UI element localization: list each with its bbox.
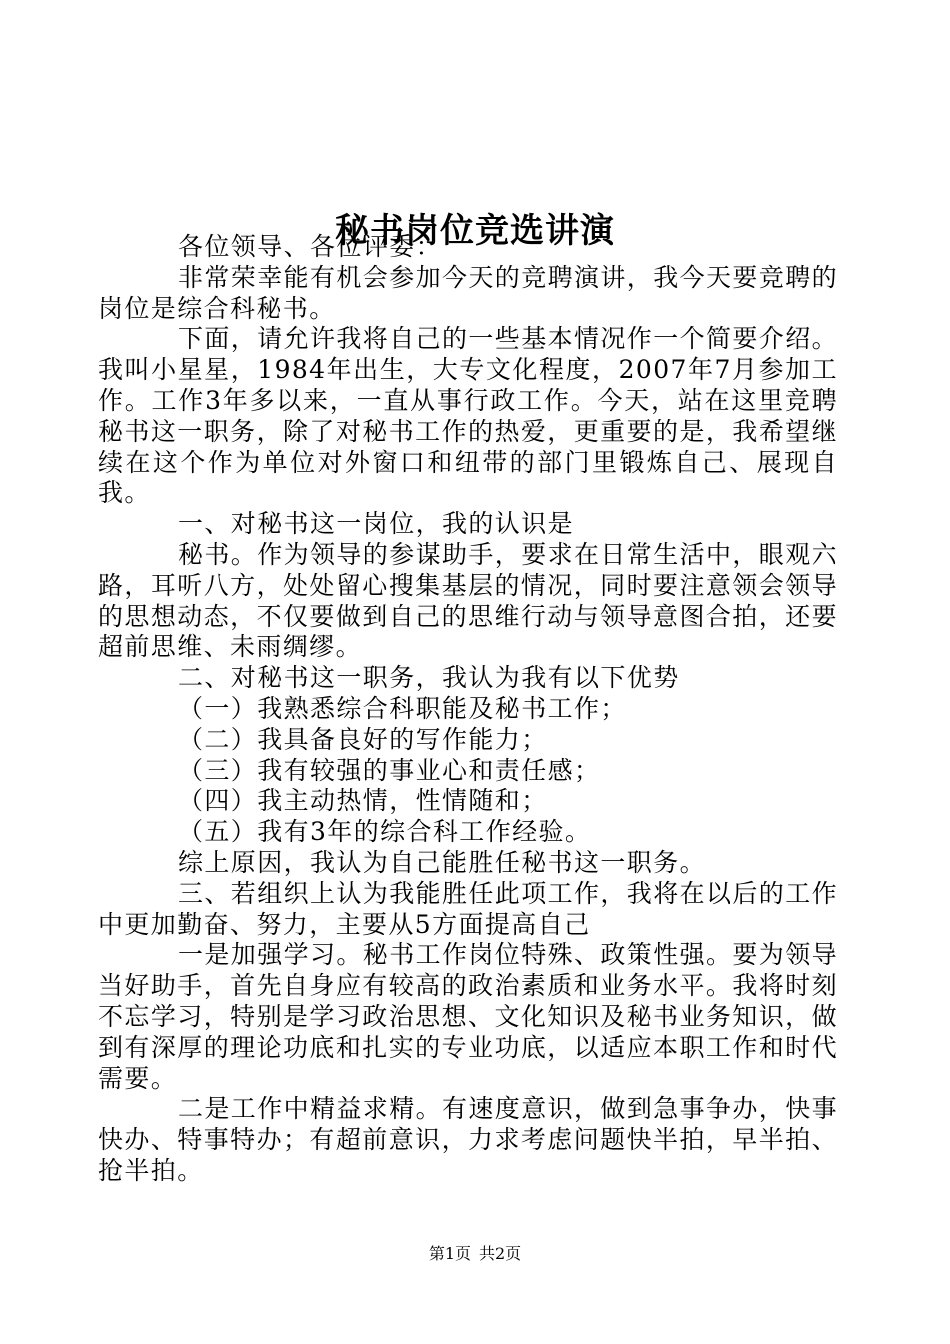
document-body <box>98 232 838 1187</box>
salutation-paragraph: 各位领导、各位评委： <box>178 232 443 261</box>
section-three-heading: 三、若组织上认为我能胜任此项工作，我将在以后的工作中更加勤奋、努力，主要从5方面提高自己 <box>98 878 839 939</box>
improvement-one-paragraph: 一是加强学习。秘书工作岗位特殊、政策性强。要为领导当好助手，首先自身应有较高的政治素质和业务水平。我将时刻不忘学习，特别是学习政治思想、文化知识及秘书业务知识，做到有深厚的理论功底和扎实的专业功底，以适应本职工作和时代需要。 <box>98 940 839 1093</box>
improvement-two-paragraph: 二是工作中精益求精。有速度意识，做到急事争办，快事快办、特事特办；有超前意识，力求考虑问题快半拍，早半拍、抢半拍。 <box>98 1094 839 1185</box>
advantage-item-5: （五）我有3年的综合科工作经验。 <box>178 817 592 847</box>
advantage-item-3: （三）我有较强的事业心和责任感； <box>178 755 601 785</box>
section-one-heading: 一、对秘书这一岗位，我的认识是 <box>178 509 575 539</box>
document-title: 秘书岗位竞选讲演 <box>335 210 615 251</box>
page-footer <box>0 1242 950 1266</box>
intro-paragraph: 非常荣幸能有机会参加今天的竞聘演讲，我今天要竞聘的岗位是综合科秘书。 <box>98 262 839 323</box>
advantage-item-2: （二）我具备良好的写作能力； <box>178 724 548 754</box>
page-number-current: 第1页 <box>428 1244 471 1263</box>
section-one-paragraph: 秘书。作为领导的参谋助手，要求在日常生活中，眼观六路，耳听八方，处处留心搜集基层的情况，同时要注意领会领导的思想动态，不仅要做到自己的思维行动与领导意图合拍，还要超前思维、未雨绸缪。 <box>98 539 839 662</box>
advantage-item-4: （四）我主动热情，性情随和； <box>178 786 548 816</box>
advantage-item-1: （一）我熟悉综合科职能及秘书工作； <box>178 693 627 723</box>
section-two-heading: 二、对秘书这一职务，我认为我有以下优势 <box>178 663 680 693</box>
summary-paragraph: 综上原因，我认为自己能胜任秘书这一职务。 <box>178 847 707 877</box>
background-paragraph: 下面，请允许我将自己的一些基本情况作一个简要介绍。我叫小星星，1984年出生，大专文化程度，2007年7月参加工作。工作3年多以来，一直从事行政工作。今天，站在这里竞聘秘书这一职务，除了对秘书工作的热爱，更重要的是，我希望继续在这个作为单位对外窗口和纽带的部门里锻炼自己、展现自我。 <box>98 324 839 508</box>
page-number-total: 共2页 <box>479 1244 522 1263</box>
